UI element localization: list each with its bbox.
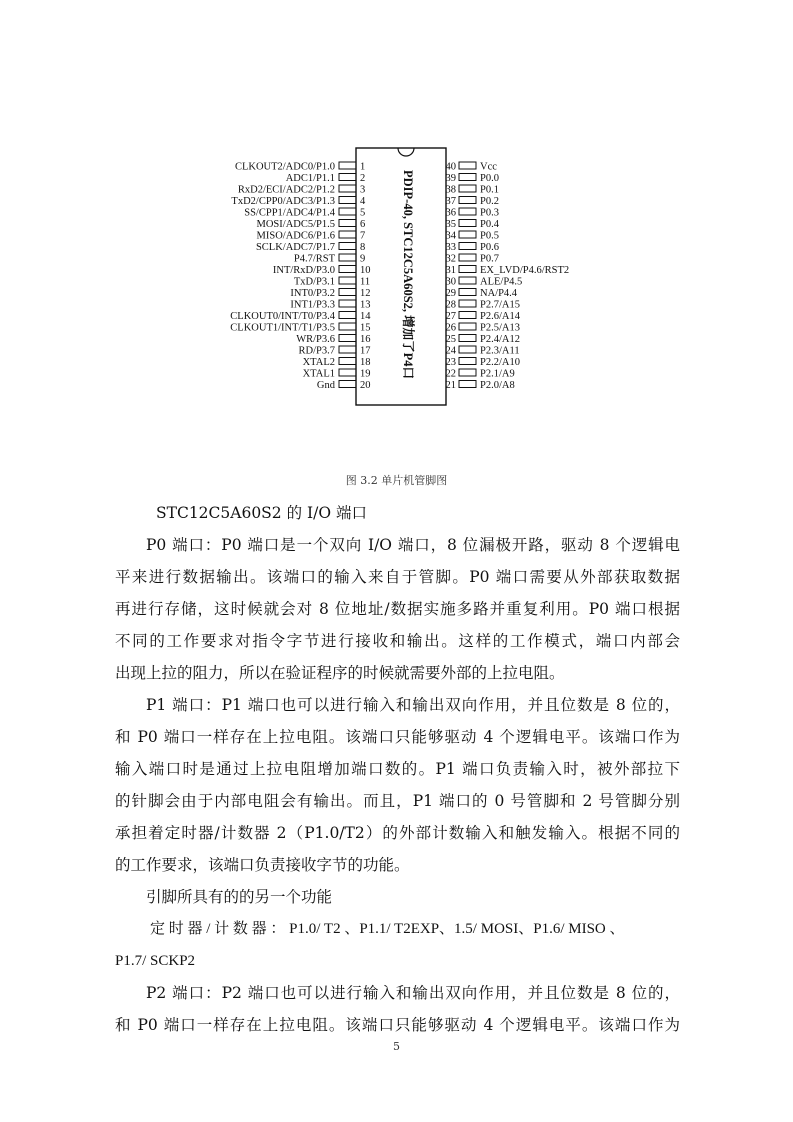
pin-pad — [339, 266, 356, 273]
pin-number: 17 — [360, 345, 371, 357]
pin-pad — [459, 220, 476, 227]
pin-label: MOSI/ADC5/P1.5 — [256, 219, 335, 230]
pin-label: P2.6/A14 — [480, 311, 520, 322]
pin-number: 6 — [360, 219, 366, 230]
pin-label: INT0/P3.2 — [290, 288, 335, 299]
figure-caption: 图 3.2 单片机管脚图 — [345, 474, 448, 487]
pin-label: P0.7 — [480, 253, 499, 265]
pin-pad — [459, 231, 476, 238]
p0-paragraph — [115, 529, 680, 689]
pin-label: P2.7/A15 — [480, 299, 520, 311]
pin-label: CLKOUT2/ADC0/P1.0 — [234, 161, 335, 173]
pin-label: P2.4/A12 — [480, 334, 520, 345]
pin-label: Vcc — [480, 161, 497, 173]
pin-label: SS/CPP1/ADC4/P1.4 — [244, 207, 335, 219]
pin-number: 1 — [360, 161, 366, 173]
pin-label: P2.1/A9 — [480, 368, 515, 380]
pin-label: P0.4 — [480, 219, 499, 230]
pin-number: 36 — [445, 207, 456, 219]
pin-label: RxD2/ECI/ADC2/P1.2 — [237, 184, 335, 196]
pin-number: 2 — [360, 173, 366, 184]
pin-number: 27 — [445, 311, 456, 322]
pin-label: MISO/ADC6/P1.6 — [256, 230, 335, 242]
pin-number: 5 — [360, 207, 366, 219]
pin-pad — [339, 231, 356, 238]
pin-number: 38 — [445, 184, 456, 196]
pin-label: EX_LVD/P4.6/RST2 — [480, 265, 570, 276]
pin-number: 26 — [445, 322, 456, 334]
pin-pad — [459, 323, 476, 330]
pin-pad — [459, 335, 476, 342]
pin-label: CLKOUT0/INT/T0/P3.4 — [230, 311, 335, 322]
pin-pad — [339, 220, 356, 227]
pin-label: INT/RxD/P3.0 — [272, 265, 335, 276]
chip-vertical-label: PDIP-40, STC12C5A60S2, 增加了P4口 — [401, 170, 415, 380]
pin-number: 31 — [445, 265, 456, 276]
pin-pad — [339, 254, 356, 261]
pin-pad — [339, 243, 356, 250]
page-number: 5 — [393, 1040, 400, 1053]
pin-pad — [339, 277, 356, 284]
pin-pad — [459, 197, 476, 204]
p0-line: 平来进行数据输出。该端口的输入来自于管脚。P0 端口需要从外部获取数据 — [115, 568, 680, 586]
pin-pad — [459, 254, 476, 261]
pin-label: P0.2 — [480, 196, 499, 207]
pin-number: 37 — [445, 196, 456, 207]
pin-number: 25 — [445, 334, 456, 345]
p1-line: 和 P0 端口一样存在上拉电阻。该端口只能够驱动 4 个逻辑电平。该端口作为 — [115, 728, 680, 746]
pin-label: TxD/P3.1 — [293, 276, 335, 288]
pin-number: 3 — [360, 184, 366, 196]
pin-label: P2.0/A8 — [480, 380, 515, 391]
pin-pad — [459, 174, 476, 181]
pin-number: 7 — [360, 230, 366, 242]
pin-number: 35 — [445, 219, 456, 230]
pin-pad — [339, 197, 356, 204]
pin-number: 30 — [445, 276, 456, 288]
pin-pad — [339, 335, 356, 342]
p2-paragraph — [115, 977, 680, 1041]
pin-label: P0.0 — [480, 173, 499, 184]
p0-line: P0 端口：P0 端口是一个双向 I/O 端口，8 位漏极开路，驱动 8 个逻辑电 — [146, 536, 680, 554]
p1-line: 的工作要求，该端口负责接收字节的功能。 — [115, 856, 410, 874]
pin-label: Gnd — [316, 380, 335, 391]
pin-pad — [459, 346, 476, 353]
pin-pad — [459, 277, 476, 284]
pin-label: P4.7/RST — [293, 253, 335, 265]
pin-number: 12 — [360, 288, 371, 299]
pin-number: 15 — [360, 322, 371, 334]
pin-number: 21 — [445, 380, 456, 391]
pin-pad — [459, 243, 476, 250]
pin-pad — [339, 381, 356, 388]
pin-label: RD/P3.7 — [298, 345, 335, 357]
pin-number: 13 — [360, 299, 371, 311]
pin-pad — [339, 300, 356, 307]
left-pin-group — [230, 162, 371, 392]
pin-pad — [459, 266, 476, 273]
right-pin-group — [446, 162, 570, 392]
pin-number: 10 — [360, 265, 371, 276]
pin-label: P2.3/A11 — [480, 345, 520, 357]
alt-function-section — [115, 881, 680, 977]
pin-pad — [339, 312, 356, 319]
pin-pad — [459, 300, 476, 307]
pin-number: 9 — [360, 253, 366, 265]
p2-line: P2 端口：P2 端口也可以进行输入和输出双向作用，并且位数是 8 位的， — [146, 984, 680, 1002]
chip-notch — [398, 148, 414, 156]
chip-pinout-diagram — [0, 0, 793, 470]
pin-pad — [339, 289, 356, 296]
pin-pad — [459, 381, 476, 388]
p1-line: 的针脚会由于内部电阻会有输出。而且，P1 端口的 0 号管脚和 2 号管脚分别 — [115, 792, 680, 810]
alt-function-line: 定 时 器 / 计 数 器 ： P1.0/ T2 、P1.1/ T2EXP、1.5/ MOSI、P1.6/ MISO 、 — [150, 921, 625, 937]
pin-number: 14 — [360, 311, 371, 322]
pin-number: 23 — [445, 357, 456, 368]
p1-paragraph — [115, 689, 680, 881]
pin-number: 34 — [445, 230, 456, 242]
pin-number: 33 — [445, 242, 456, 253]
pin-label: P2.2/A10 — [480, 357, 520, 368]
pin-number: 22 — [445, 368, 456, 380]
pin-label: ADC1/P1.1 — [285, 173, 335, 184]
pin-label: XTAL2 — [302, 357, 335, 368]
pin-label: NA/P4.4 — [480, 288, 518, 299]
p2-line: 和 P0 端口一样存在上拉电阻。该端口只能够驱动 4 个逻辑电平。该端口作为 — [115, 1016, 680, 1034]
pin-pad — [459, 358, 476, 365]
pin-label: SCLK/ADC7/P1.7 — [255, 242, 335, 253]
pin-pad — [339, 369, 356, 376]
p1-line: 承担着定时器/计数器 2（P1.0/T2）的外部计数输入和触发输入。根据不同的 — [115, 824, 680, 842]
p0-line: 不同的工作要求对指令字节进行接收和输出。这样的工作模式，端口内部会 — [115, 632, 680, 650]
p0-line: 再进行存储，这时候就会对 8 位地址/数据实施多路并重复利用。P0 端口根据 — [115, 600, 680, 618]
pin-pad — [459, 162, 476, 169]
pin-label: INT1/P3.3 — [290, 299, 335, 311]
pin-number: 20 — [360, 380, 371, 391]
pin-label: WR/P3.6 — [296, 334, 335, 345]
pin-number: 19 — [360, 368, 371, 380]
pin-label: P0.3 — [480, 207, 499, 219]
pin-pad — [339, 346, 356, 353]
pin-number: 24 — [445, 345, 456, 357]
p1-line: P1 端口：P1 端口也可以进行输入和输出双向作用，并且位数是 8 位的， — [146, 696, 680, 714]
pin-number: 8 — [360, 242, 366, 253]
pin-label: TxD2/CPP0/ADC3/P1.3 — [231, 196, 335, 207]
pin-pad — [459, 312, 476, 319]
pin-number: 18 — [360, 357, 371, 368]
pin-pad — [339, 208, 356, 215]
pin-label: XTAL1 — [302, 368, 335, 380]
pin-pad — [339, 174, 356, 181]
pin-label: P0.1 — [480, 184, 499, 196]
pin-pad — [339, 358, 356, 365]
pin-pad — [459, 289, 476, 296]
p1-line: 输入端口时是通过上拉电阻增加端口数的。P1 端口负责输入时，被外部拉下 — [115, 760, 680, 778]
pin-label: P2.5/A13 — [480, 322, 520, 334]
pin-pad — [339, 185, 356, 192]
pin-pad — [459, 185, 476, 192]
pin-pad — [459, 369, 476, 376]
pin-pad — [339, 323, 356, 330]
alt-function-title: 引脚所具有的的另一个功能 — [146, 888, 333, 906]
pin-label: CLKOUT1/INT/T1/P3.5 — [230, 322, 335, 334]
pin-number: 40 — [445, 161, 456, 173]
pin-pad — [459, 208, 476, 215]
pin-label: ALE/P4.5 — [480, 276, 523, 288]
pin-number: 28 — [445, 299, 456, 311]
pin-number: 11 — [360, 276, 371, 288]
pin-number: 29 — [445, 288, 456, 299]
pin-label: P0.5 — [480, 230, 499, 242]
pin-label: P0.6 — [480, 242, 499, 253]
pin-number: 39 — [445, 173, 456, 184]
pin-pad — [339, 162, 356, 169]
io-port-heading: STC12C5A60S2 的 I/O 端口 — [156, 504, 367, 522]
pin-number: 4 — [360, 196, 366, 207]
alt-function-line: P1.7/ SCKP2 — [115, 953, 196, 969]
p0-line: 出现上拉的阻力，所以在验证程序的时候就需要外部的上拉电阻。 — [115, 664, 565, 682]
pin-number: 32 — [445, 253, 456, 265]
pin-number: 16 — [360, 334, 371, 345]
